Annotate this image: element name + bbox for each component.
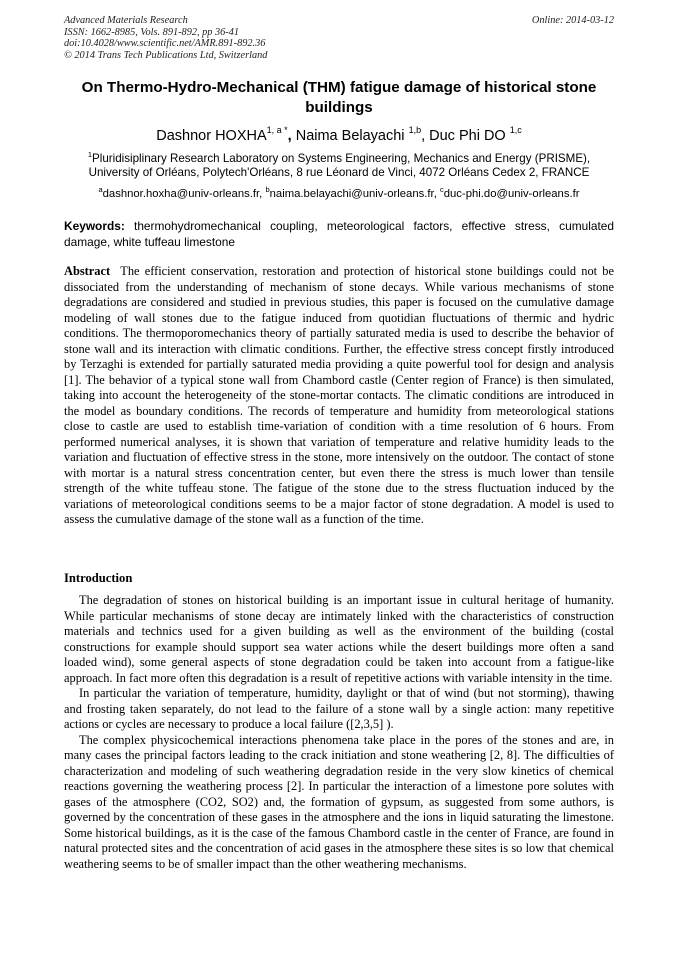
paragraph: The degradation of stones on historical building is an important issue in cultural heritage of humanity. While particular mechanisms of stone decay are intimately linked with the characteristics of construction materials and technics used for a given building as well as the environment of the building (costal constructions for example should support sea water actions while the desert buildings more often a sand loaded wind), some general aspects of stone degradation could be taken into account from a fatigue-like approach. In fact more often this degradation is a result of repetitive actions with variable intensity in the time. [64,593,614,685]
email-link[interactable]: naima.belayachi@univ-orleans.fr [269,187,434,200]
online-date: Online: 2014-03-12 [531,15,614,26]
affiliation-line-1: Pluridisiplinary Research Laboratory on Systems Engineering, Mechanics and Energy (PRISME), [92,151,591,165]
affiliation [60,148,618,181]
email-superscript: c [439,185,444,194]
email-superscript: b [265,185,270,194]
paragraph: The complex physicochemical interactions phenomena take place in the pores of the stones and are, in many cases the principal factors leading to the crack initiation and stone weathering [2, 8]. The difficulties of characterization and modeling of such weathering degradation reside in the very slow kinetics of chemical reactions governing the weathering process [2]. In particular the interaction of a limestone pore solutes with gases of the atmosphere (CO2, SO2) and, the formation of gypsum, as suggested from some authors, is governed by the concentration of these gases in the atmosphere and the ions in liquid saturating the limestone. Some historical buildings, as it is the case of the famous Chambord castle in the center of France, are found in natural protected sites and the concentration of acid gases in the atmosphere these sites is so low that chemical weathering seems to be of smaller impact than the other weathering mechanisms. [64,732,614,871]
author-name: Naima Belayachi [295,127,405,144]
journal-name: Advanced Materials Research [64,15,188,26]
author-superscript: 1, a * [266,125,288,135]
author-name: Duc Phi DO [429,127,506,144]
email-superscript: a [98,185,103,194]
author-list: Dashnor $HOXHA^{1, a *}$, Naima Belayachi $^{1,b}$, Duc Phi DO $^{1,c}$ [156,125,522,144]
email-link[interactable]: dashnor.hoxha@univ-orleans.fr [102,187,260,200]
journal-header [64,15,267,61]
journal-copyright: © 2014 Trans Tech Publications Ltd, Switzerland [64,49,268,61]
author-name: Dashnor HOXHA [156,127,267,144]
abstract-text: The efficient conservation, restoration and protection of historical stone buildings could not be dissociated from the understanding of mechanism of stone decays. While various mechanisms of stone degradations are considered and studied in previous studies, this paper is focused on the cumulative damage modeling of wall stones due to the fatigue induced from quotidian fluctuations of thermic and hydric conditions. The thermoporomechanics theory of partially saturated media is used to describe the behavior of stone wall and its interaction with climatic conditions. Further, the effective stress concept firstly introduced by Terzaghi is extended for partially saturated media providing a quite powerful tool for design and analysis [1]. The behavior of a typical stone wall from Chambord castle (Center region of France) is then simulated, taking into account the heterogeneity of the stone-mortar contacts. The climatic conditions are introduced in the model as boundary conditions. The records of temperature and humidity from meteorological stations close to castle are used to establish time-variation of condition with a time resolution of 6 hours. From performed numerical analyses, it is shown that variation of temperature and relative humidity leads to the variation and fluctuation of effective stress in the stone, more intensively on the outdoor. The contact of stone with mortar is a natural stress concentration center, but even there the stress is much lower than tensile strength of the white tuffeau stone. The fatigue of the stone due to the stress fluctuation induced by the variations of meteorological conditions seems to be a major factor of stone degradation. A model is used to assess the cumulative damage of the stone wall as a function of the time. [64,264,614,526]
author-superscript: 1,c [509,125,522,135]
keywords [64,219,614,251]
keywords-text: thermohydromechanical coupling, meteorological factors, effective stress, cumulated damage, white tuffeau limestone [64,219,615,249]
journal-doi: doi:10.4028/www.scientific.net/AMR.891-892.36 [64,38,266,49]
section-heading: Introduction [64,571,133,585]
journal-issn: ISSN: 1662-8985, Vols. 891-892, pp 36-41 [64,26,240,38]
email-list: $^a$dashnor.hoxha@univ-orleans.fr, $^b$naima.belayachi@univ-orleans.fr, $^c$duc-phi.do@univ-orleans.fr [98,185,580,200]
abstract [64,264,614,528]
paper-title: On Thermo-Hydro-Mechanical (THM) fatigue damage of historical stone buildings [81,79,597,116]
keywords-label: Keywords: [64,219,125,233]
abstract-label: Abstract [64,264,111,278]
affiliation-line-2: University of Orléans, Polytech'Orléans, 8 rue Léonard de Vinci, 4072 Orléans Cedex 2, FRANCE [88,166,590,180]
affiliation-superscript: 1 [87,150,93,159]
author-superscript: 1,b [408,125,422,135]
paragraph: In particular the variation of temperature, humidity, daylight or that of wind (but not storming), thawing and frosting taken separately, do not lead to the failure of a stone wall by a single action: many repetitive actions or cycles are necessary to produce a local failure ([2,3,5] ). [64,686,614,731]
email-link[interactable]: duc-phi.do@univ-orleans.fr [443,187,580,200]
introduction-body [64,593,614,872]
